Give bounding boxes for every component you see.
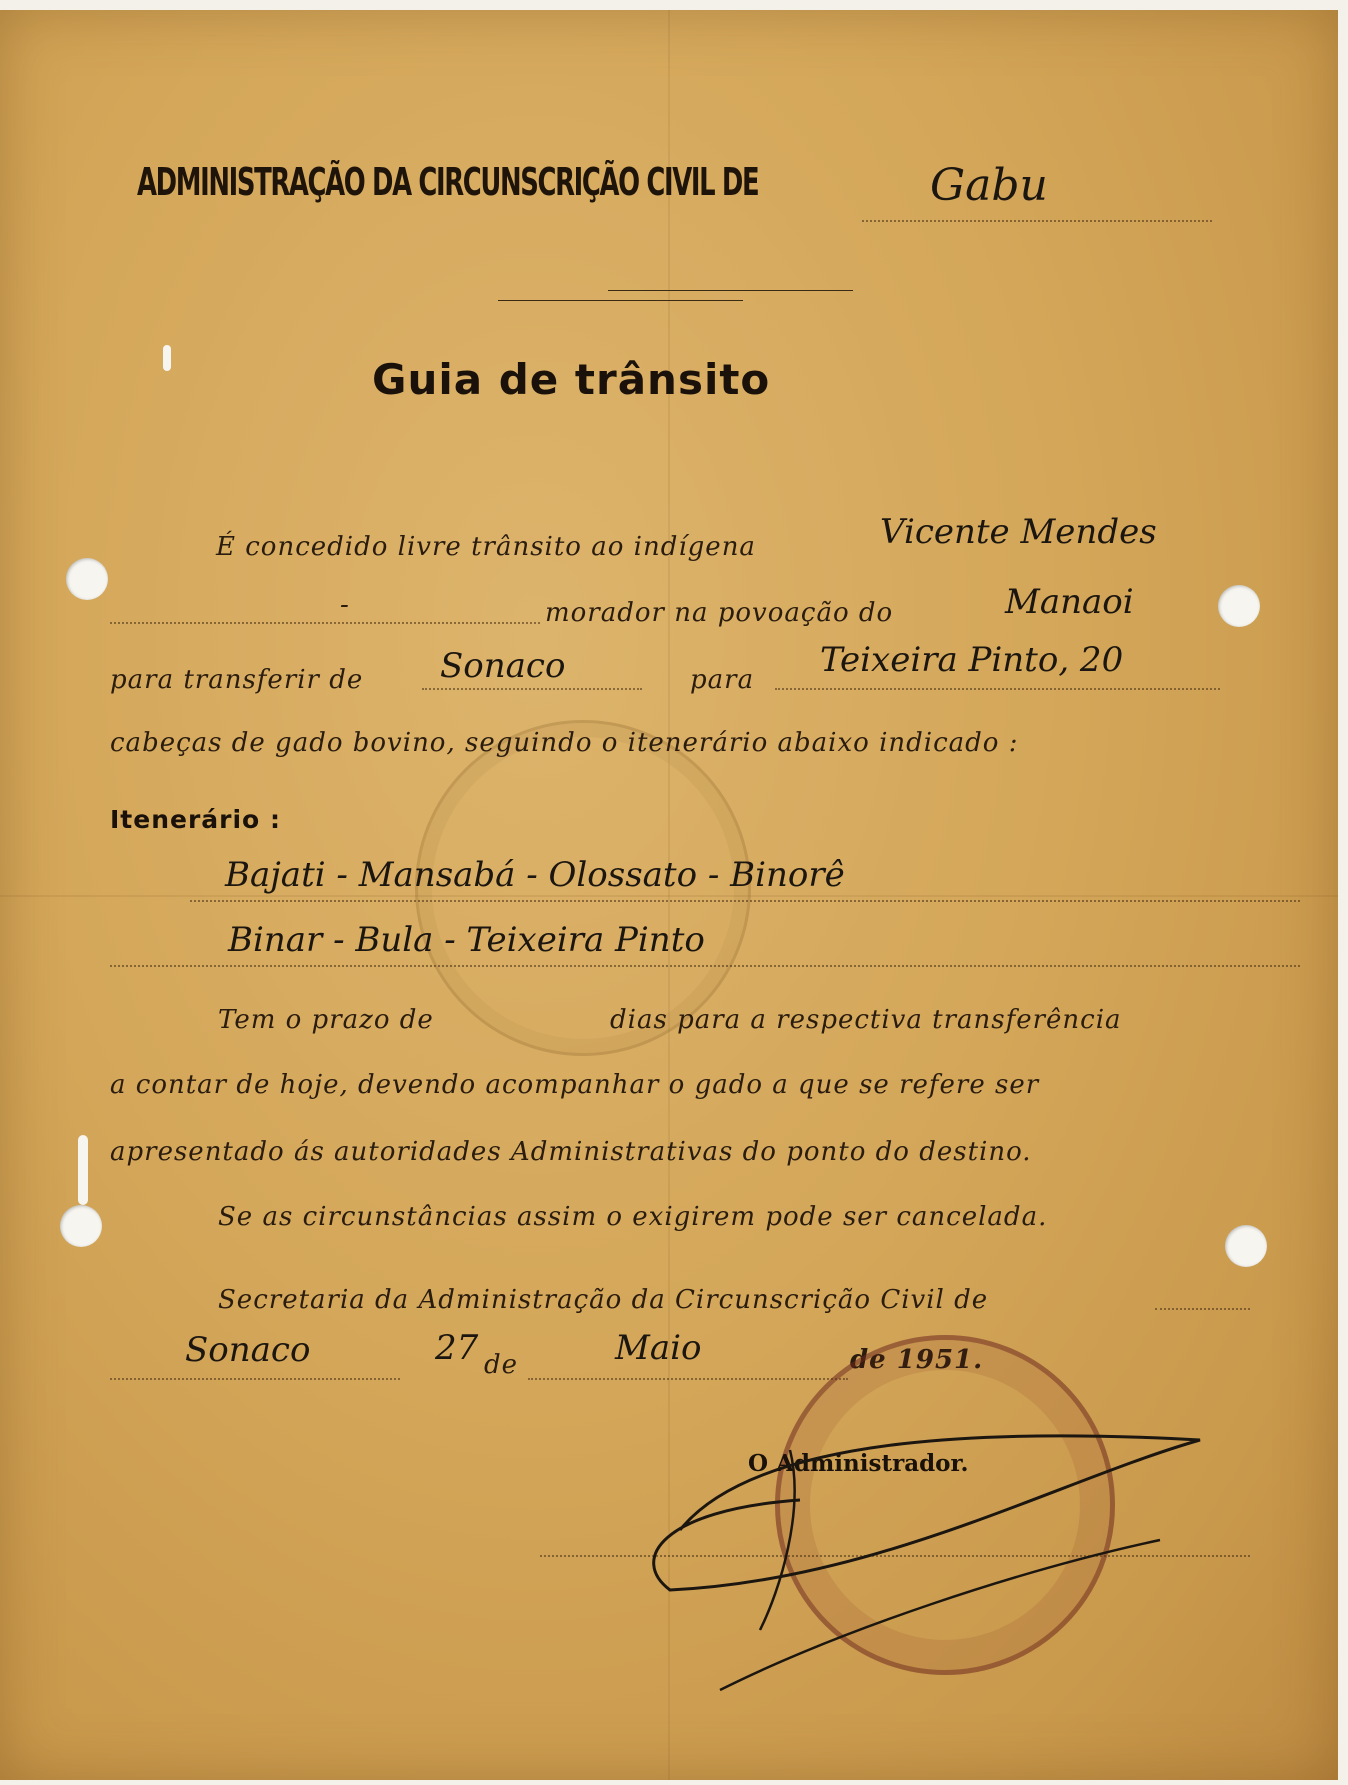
line2-prefix: -: [340, 590, 350, 620]
paper-tear: [78, 1135, 88, 1205]
itinerary-line2: Binar - Bula - Teixeira Pinto: [228, 920, 705, 960]
dotted-line: [110, 1378, 400, 1380]
paragraph-line3: apresentado ás autoridades Administrativas do ponto do destino.: [110, 1137, 1032, 1167]
line3-label-b: para: [690, 665, 755, 695]
line3-label-a: para transferir de: [110, 665, 364, 695]
header-title: ADMINISTRAÇÃO DA CIRCUNSCRIÇÃO CIVIL DE: [137, 160, 759, 204]
line4-text: cabeças de gado bovino, seguindo o itenerário abaixo indicado :: [110, 728, 1019, 758]
date-year: de 1951.: [850, 1345, 984, 1375]
date-de1: de: [484, 1350, 519, 1380]
date-month: Maio: [615, 1328, 702, 1368]
dotted-line: [775, 688, 1220, 690]
date-place: Sonaco: [185, 1330, 311, 1370]
paragraph-line4: Se as circunstâncias assim o exigirem pode ser cancelada.: [218, 1202, 1048, 1232]
prazo-text-a: Tem o prazo de: [218, 1005, 434, 1035]
line1-label: É concedido livre trânsito ao indígena: [216, 532, 756, 562]
header-rule: [498, 300, 743, 301]
page-title: Guia de trânsito: [372, 355, 771, 404]
line3-to: Teixeira Pinto, 20: [820, 640, 1124, 680]
dotted-line: [1155, 1308, 1250, 1310]
punch-hole: [66, 558, 108, 600]
handwritten-place: Gabu: [930, 160, 1048, 211]
paragraph-line2: a contar de hoje, devendo acompanhar o gado a que se refere ser: [110, 1070, 1040, 1100]
date-day: 27: [435, 1328, 479, 1368]
punch-hole: [60, 1205, 102, 1247]
dotted-line: [190, 900, 1300, 902]
paper-tear: [163, 345, 171, 371]
dotted-line: [110, 622, 540, 624]
line1-value: Vicente Mendes: [880, 512, 1157, 552]
header-dotted-line: [862, 220, 1212, 222]
line2-value: Manaoi: [1005, 582, 1134, 622]
dotted-line: [528, 1378, 848, 1380]
dotted-line: [110, 965, 1300, 967]
administrator-label: O Administrador.: [748, 1450, 969, 1477]
secretaria-text: Secretaria da Administração da Circunscrição Civil de: [218, 1285, 989, 1315]
itinerary-line1: Bajati - Mansabá - Olossato - Binorê: [225, 855, 845, 895]
header-rule: [608, 290, 853, 291]
itinerary-label: Itenerário :: [110, 805, 281, 834]
punch-hole: [1225, 1225, 1267, 1267]
document-sheet: [0, 10, 1338, 1780]
signature-scribble: [640, 1390, 1220, 1710]
line3-from: Sonaco: [440, 646, 566, 686]
prazo-text-b: dias para a respectiva transferência: [610, 1005, 1122, 1035]
dotted-line: [422, 688, 642, 690]
line2-label: morador na povoação do: [545, 598, 894, 628]
punch-hole: [1218, 585, 1260, 627]
